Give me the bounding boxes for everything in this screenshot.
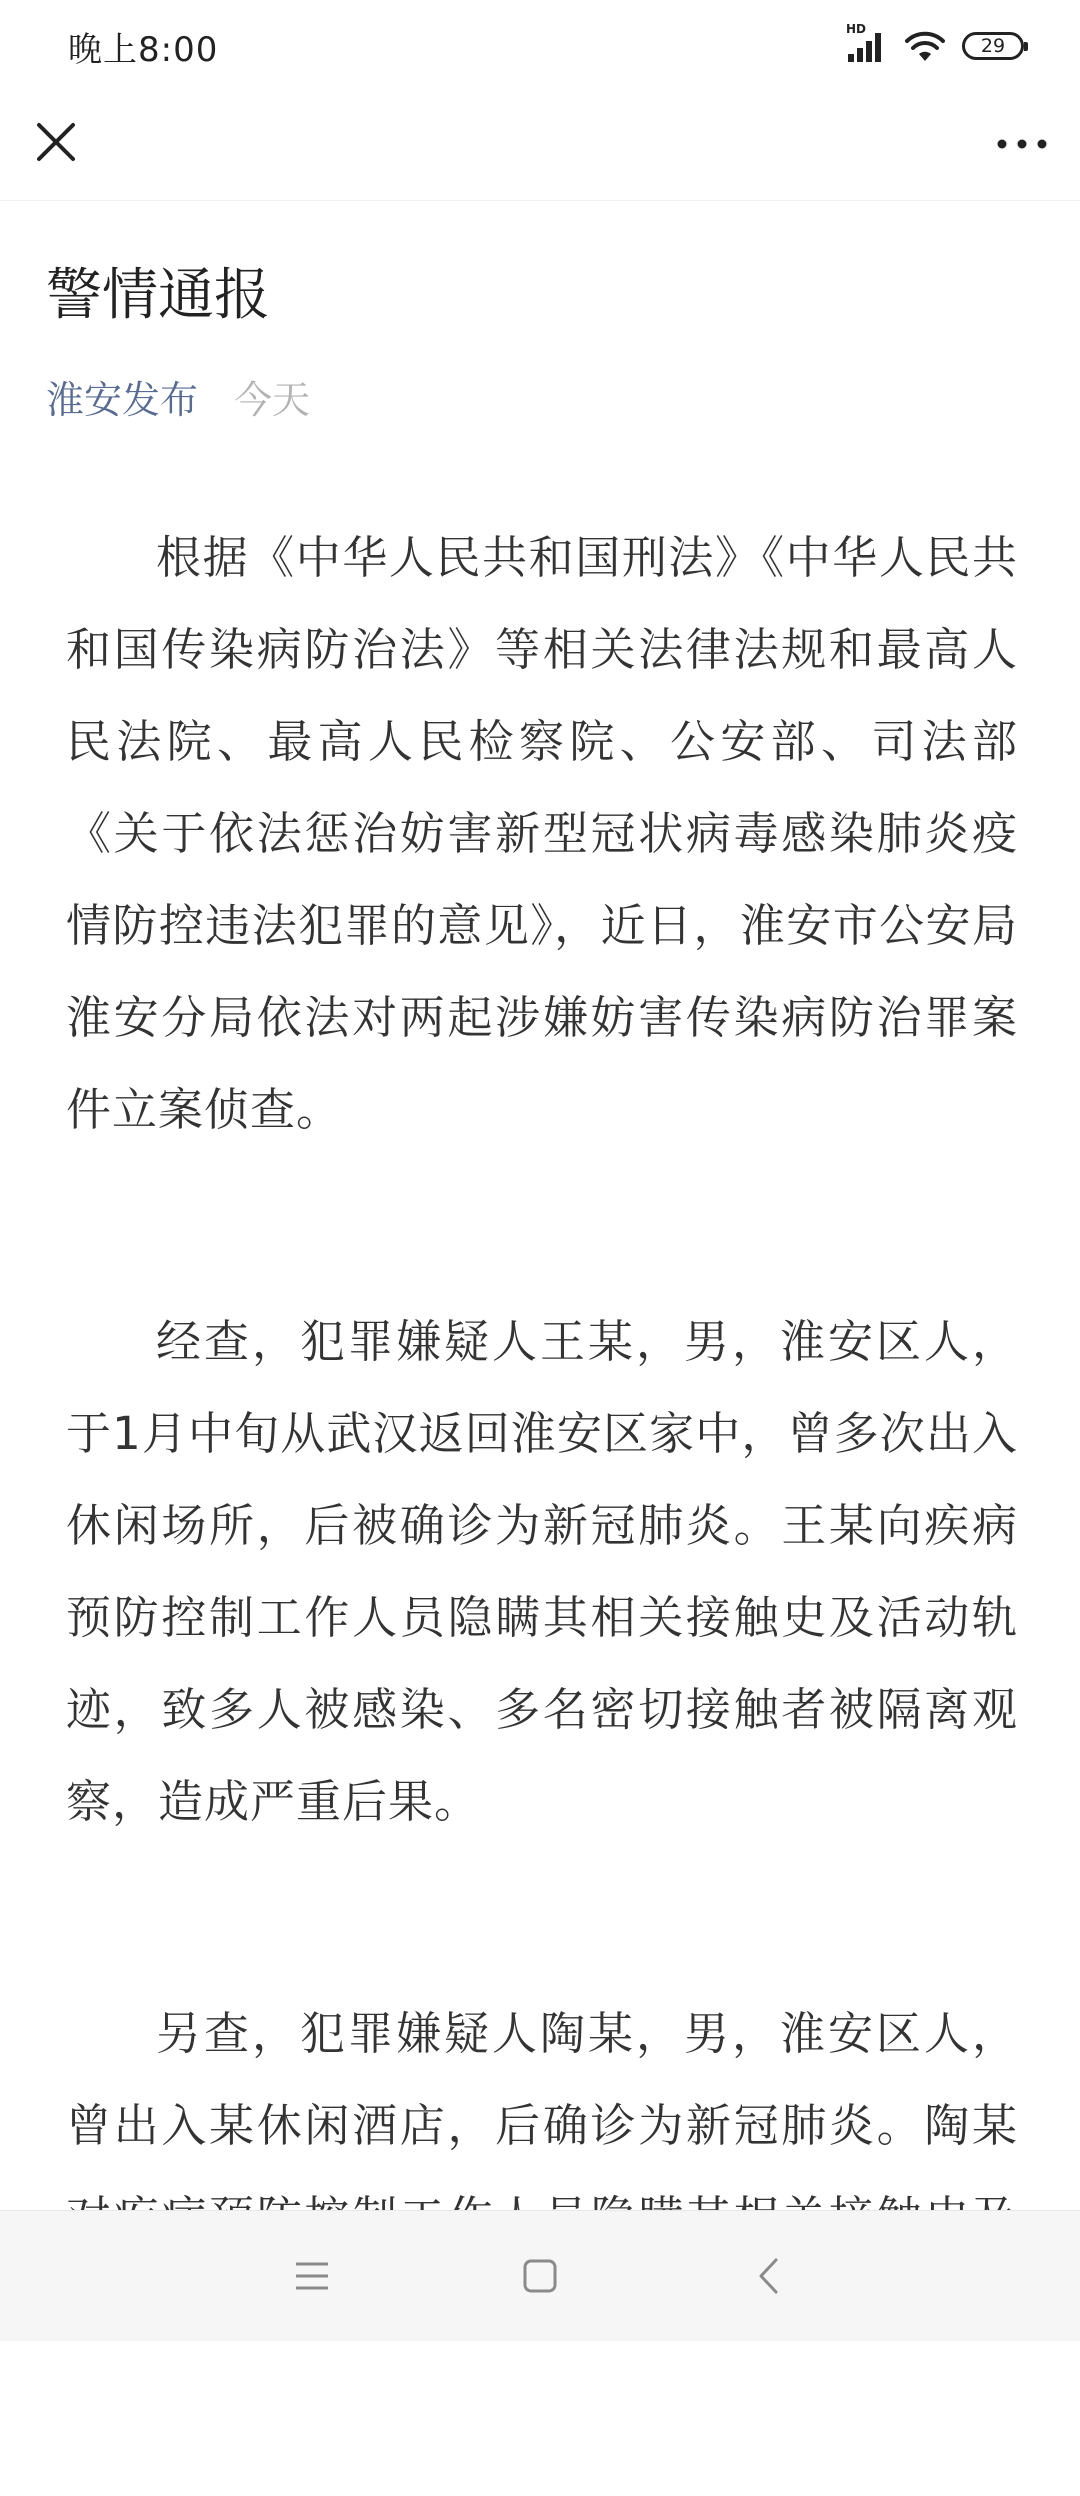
more-button[interactable] — [986, 118, 1058, 170]
close-icon — [35, 121, 77, 163]
article-meta — [46, 370, 310, 430]
home-icon — [522, 2258, 558, 2294]
back-button[interactable] — [654, 2221, 882, 2331]
more-icon — [996, 138, 1048, 150]
network-label: HD — [846, 22, 867, 36]
paragraph: 根据《中华人民共和国刑法》《中华人民共和国传染病防治法》等相关法律法规和最高人民法院、最高人民检察院、公安部、司法部《关于依法惩治妨害新型冠状病毒感染肺炎疫情防控违法犯罪的意见》，近日，淮安市公安局淮安分局依法对两起涉嫌妨害传染病防治罪案件立案侦查。 — [66, 531, 1018, 1136]
home-button[interactable] — [426, 2221, 654, 2331]
status-bar — [0, 0, 1080, 92]
battery-icon — [962, 32, 1024, 60]
publish-date: 今天 — [234, 378, 311, 422]
wifi-icon — [904, 29, 946, 63]
paragraph: 另查，犯罪嫌疑人陶某，男，淮安区人，曾出入某休闲酒店，后确诊为新冠肺炎。陶某 — [66, 2007, 1018, 2152]
close-button[interactable] — [26, 112, 86, 172]
author-link[interactable]: 淮安发布 — [46, 378, 199, 422]
status-icons — [846, 22, 1024, 66]
back-icon — [756, 2257, 780, 2295]
paragraph: 经查，犯罪嫌疑人王某，男，淮安区人，于1月中旬从武汉返回淮安区家中，曾多次出入休闲场所，后被确诊为新冠肺炎。王某向疾病预防控制工作人员隐瞒其相关接触史及活动轨迹，致多人被感染、多名密切接触者被隔离观察，造成严重后果。 — [66, 1315, 1018, 1828]
nav-bar — [0, 92, 1080, 201]
system-nav-bar — [0, 2210, 1080, 2341]
menu-icon — [294, 2261, 330, 2291]
signal-icon — [846, 22, 888, 64]
battery-level: 29 — [980, 35, 1006, 57]
status-time: 晚上8:00 — [68, 30, 219, 70]
article-title: 警情通报 — [46, 263, 270, 328]
menu-button[interactable] — [198, 2221, 426, 2331]
article-body — [66, 512, 1018, 2496]
